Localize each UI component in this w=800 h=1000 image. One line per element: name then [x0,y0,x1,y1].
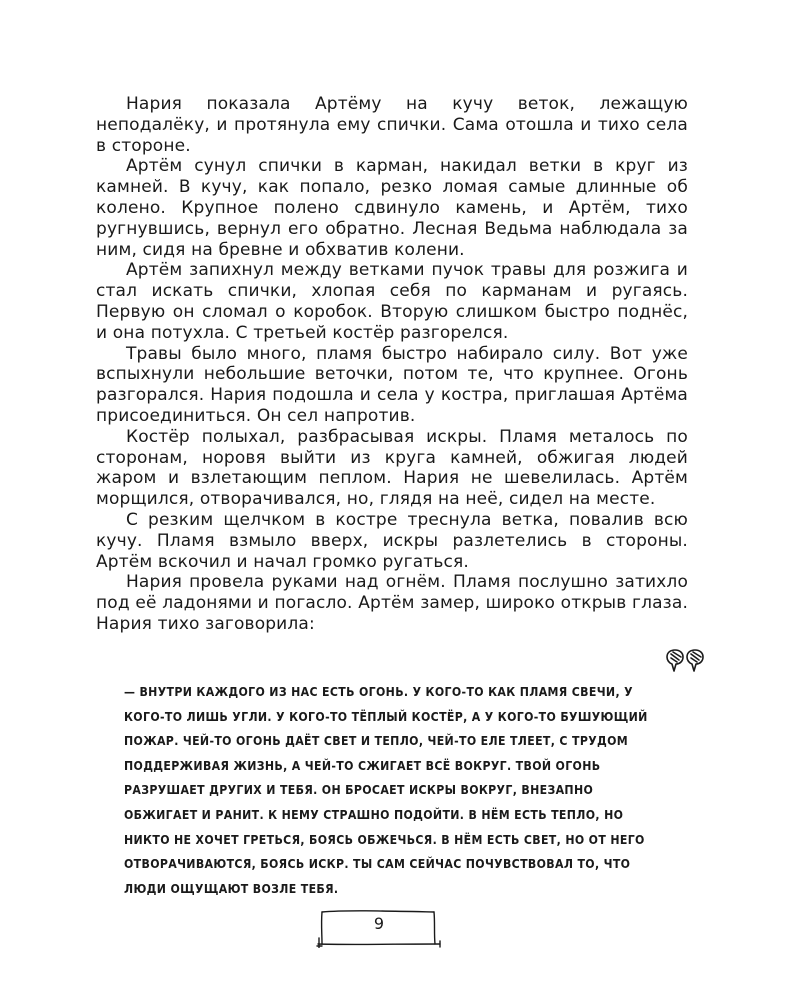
paragraph-1: Нария показала Артёму на кучу веток, лежащую неподалёку, и протянула ему спички. Сама отошла и тихо села в стороне. [96,94,688,156]
speech-bubbles-icon [664,648,708,674]
paragraph-2: Артём сунул спички в карман, накидал ветки в круг из камней. В кучу, как попало, резко ломая самые длинные об колено. Крупное полено сдвинуло камень, и Артём, тихо ругнувшись, вернул его обратно. Лесная Ведьма наблюдала за ним, сидя на бревне и обхватив колени. [96,156,688,260]
page-number: 9 [373,914,385,933]
paragraph-7: Нария провела руками над огнём. Пламя послушно затихло под её ладонями и погасло. Артём замер, широко открыв глаза. Нария тихо заговорила: [96,572,688,634]
paragraph-4: Травы было много, пламя быстро набирало силу. Вот уже вспыхнули небольшие веточки, потом те, что крупнее. Огонь разгорался. Нария подошла и села у костра, приглашая Артёма присоединиться. Он сел напротив. [96,343,688,426]
paragraph-5: Костёр полыхал, разбрасывая искры. Пламя металось по сторонам, норовя выйти из круга камней, обжигая людей жаром и взлетающим пеплом. Нария не шевелилась. Артём морщился, отворачивался, но, глядя на неё, сидел на месте. [96,426,688,510]
narrative-text [96,94,688,635]
paragraph-6: С резким щелчком в костре треснула ветка, повалив всю кучу. Пламя взмыло вверх, искры разлетелись в стороны. Артём вскочил и начал громко ругаться. [96,509,688,572]
paragraph-3: Артём запихнул между ветками пучок травы для розжига и стал искать спички, хлопая себя по карманам и ругаясь. Первую он сломал о коробок. Вторую слишком быстро поднёс, и она потухла. С третьей костёр разгорелся. [96,260,688,343]
witch-speech: — ВНУТРИ КАЖДОГО ИЗ НАС ЕСТЬ ОГОНЬ. У КОГО-ТО КАК ПЛАМЯ СВЕЧИ, У КОГО-ТО ЛИШЬ УГЛИ. У КОГО-ТО ТЁПЛЫЙ КОСТЁР, А У КОГО-ТО БУШУЮЩИЙ ПОЖАР. ЧЕЙ-ТО ОГОНЬ ДАЁТ СВЕТ И ТЕПЛО, ЧЕЙ-ТО ЕЛЕ ТЛЕЕТ, С ТРУДОМ ПОДДЕРЖИВАЯ ЖИЗНЬ, А ЧЕЙ-ТО СЖИГАЕТ ВСЁ ВОКРУГ. ТВОЙ ОГОНЬ РАЗРУШАЕТ ДРУГИХ И ТЕБЯ. ОН БРОСАЕТ ИСКРЫ ВОКРУГ, ВНЕЗАПНО ОБЖИГАЕТ И РАНИТ. К НЕМУ СТРАШНО ПОДОЙТИ. В НЁМ ЕСТЬ ТЕПЛО, НО НИКТО НЕ ХОЧЕТ ГРЕТЬСЯ, БОЯСЬ ОБЖЕЧЬСЯ. В НЁМ ЕСТЬ СВЕТ, НО ОТ НЕГО ОТВОРАЧИВАЮТСЯ, БОЯСЬ ИСКР. ТЫ САМ СЕЙЧАС ПОЧУВСТВОВАЛ ТО, ЧТО ЛЮДИ ОЩУЩАЮТ ВОЗЛЕ ТЕБЯ. [124,685,648,896]
